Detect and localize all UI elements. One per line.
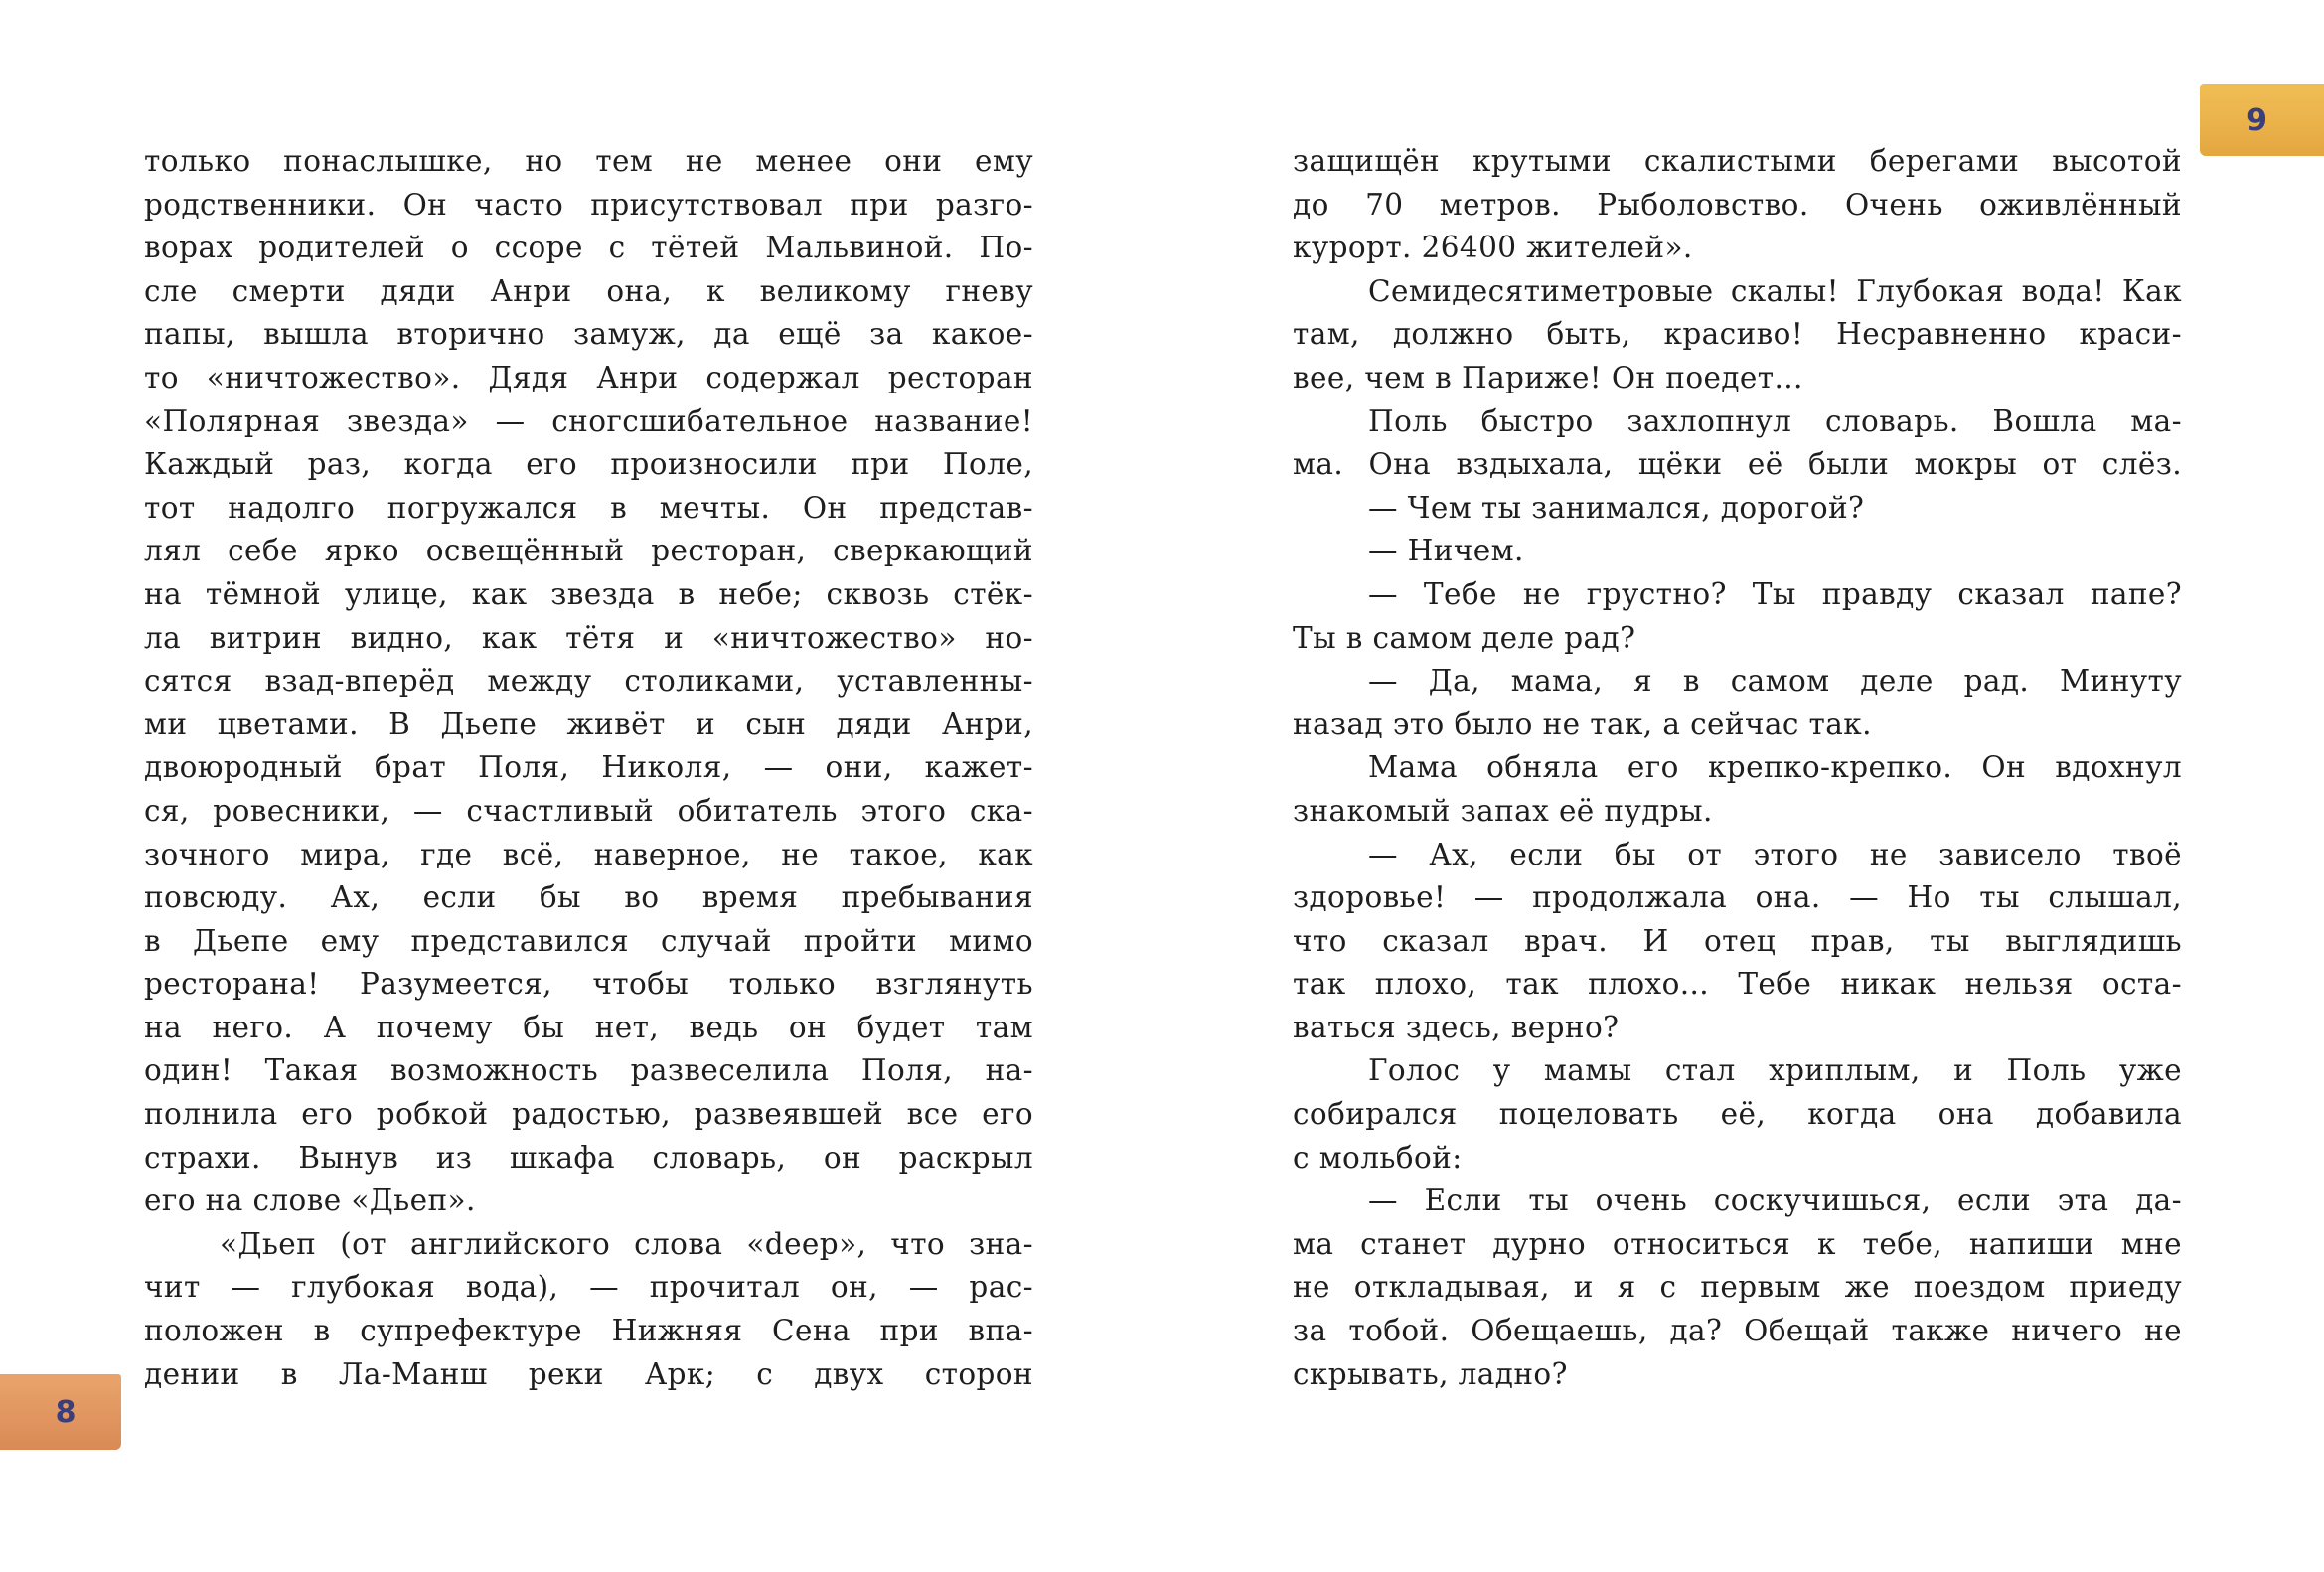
text-line: защищён крутыми скалистыми берегами высотой — [1293, 144, 2182, 178]
text-line: положен в супрефектуре Нижняя Сена при впа- — [144, 1314, 1033, 1348]
page-number-tab-right — [2200, 84, 2324, 156]
text-line: в Дьепе ему представился случай пройти мимо — [144, 923, 1033, 958]
text-line: Каждый раз, когда его произносили при Поле, — [144, 447, 1033, 482]
text-line: только понаслышке, но тем не менее они ему — [144, 144, 1033, 178]
text-line: один! Такая возможность развеселила Поля, на- — [144, 1053, 1033, 1088]
text-line: то «ничтожество». Дядя Анри содержал ресторан — [144, 360, 1033, 394]
text-line: Поль быстро захлопнул словарь. Вошла ма- — [1368, 403, 2182, 438]
text-line: «Полярная звезда» — сногсшибательное название! — [144, 403, 1033, 438]
text-line: собирался поцеловать её, когда она добавила — [1293, 1097, 2182, 1132]
text-line: сле смерти дяди Анри она, к великому гневу — [144, 273, 1033, 308]
text-line: назад это было не так, а сейчас так. — [1293, 707, 1872, 741]
text-line: — Ах, если бы от этого не зависело твоё — [1368, 837, 2182, 871]
text-line: до 70 метров. Рыболовство. Очень оживлённый — [1293, 187, 2182, 222]
right-page-text — [1293, 140, 2182, 1396]
text-line: — Ничем. — [1368, 534, 1524, 568]
page-number: 8 — [55, 1394, 77, 1430]
text-line: ми цветами. В Дьепе живёт и сын дяди Анри, — [144, 707, 1033, 741]
text-line: так плохо, так плохо... Тебе никак нельзя оста- — [1293, 967, 2182, 1002]
page-number: 9 — [2247, 102, 2267, 138]
text-line: ма станет дурно относиться к тебе, напиши мне — [1293, 1226, 2182, 1261]
text-line: — Тебе не грустно? Ты правду сказал папе? — [1368, 576, 2182, 611]
text-line: здоровье! — продолжала она. — Но ты слышал, — [1293, 880, 2182, 915]
text-line: его на слове «Дьеп». — [144, 1183, 476, 1218]
text-line: там, должно быть, красиво! Несравненно краси- — [1293, 317, 2182, 352]
text-line: дении в Ла-Манш реки Арк; с двух сторон — [144, 1356, 1033, 1391]
text-line: тот надолго погружался в мечты. Он представ- — [144, 490, 1033, 525]
text-line: «Дьеп (от английского слова «deep», что зна- — [220, 1226, 1033, 1261]
text-line: на него. А почему бы нет, ведь он будет там — [144, 1010, 1033, 1044]
text-line: — Если ты очень соскучишься, если эта да- — [1368, 1183, 2182, 1218]
text-line: не откладывая, и я с первым же поездом приеду — [1293, 1270, 2182, 1305]
text-line: сятся взад-вперёд между столиками, уставленны- — [144, 664, 1033, 699]
text-line: Ты в самом деле рад? — [1293, 620, 1636, 655]
text-line: ла витрин видно, как тётя и «ничтожество» но- — [144, 620, 1033, 655]
text-line: ресторана! Разумеется, чтобы только взглянуть — [144, 967, 1033, 1002]
text-line: ворах родителей о ссоре с тётей Мальвиной. По- — [144, 231, 1033, 265]
right-page — [1162, 0, 2324, 1572]
text-line: знакомый запах её пудры. — [1293, 793, 1713, 828]
text-line: вее, чем в Париже! Он поедет... — [1293, 360, 1803, 394]
text-line: скрывать, ладно? — [1293, 1356, 1568, 1391]
text-line: чит — глубокая вода), — прочитал он, — рас- — [144, 1270, 1033, 1305]
text-line: за тобой. Обещаешь, да? Обещай также ничего не — [1293, 1314, 2182, 1348]
text-line: лял себе ярко освещённый ресторан, сверкающий — [144, 534, 1033, 568]
text-line: полнила его робкой радостью, развеявшей все его — [144, 1097, 1033, 1132]
text-line: ся, ровесники, — счастливый обитатель этого ска- — [144, 793, 1033, 828]
text-line: Мама обняла его крепко-крепко. Он вдохнул — [1368, 750, 2182, 785]
text-line: ваться здесь, верно? — [1293, 1010, 1620, 1044]
text-line: — Да, мама, я в самом деле рад. Минуту — [1368, 664, 2182, 699]
text-line: Семидесятиметровые скалы! Глубокая вода! Как — [1368, 273, 2182, 308]
text-line: с мольбой: — [1293, 1140, 1463, 1175]
text-line: двоюродный брат Поля, Николя, — они, кажет- — [144, 750, 1033, 785]
text-line: повсюду. Ах, если бы во время пребывания — [144, 880, 1033, 915]
text-line: — Чем ты занимался, дорогой? — [1368, 490, 1865, 525]
page-number-tab-left — [0, 1374, 121, 1450]
text-line: родственники. Он часто присутствовал при разго- — [144, 187, 1033, 222]
text-line: что сказал врач. И отец прав, ты выглядишь — [1293, 923, 2182, 958]
text-line: страхи. Вынув из шкафа словарь, он раскрыл — [144, 1140, 1033, 1175]
text-line: зочного мира, где всё, наверное, не такое, как — [144, 837, 1033, 871]
text-line: Голос у мамы стал хриплым, и Поль уже — [1368, 1053, 2182, 1088]
left-page-text — [144, 140, 1033, 1396]
text-line: ма. Она вздыхала, щёки её были мокры от слёз. — [1293, 447, 2182, 482]
text-line: курорт. 26400 жителей». — [1293, 231, 1693, 265]
text-line: папы, вышла вторично замуж, да ещё за какое- — [144, 317, 1033, 352]
text-line: на тёмной улице, как звезда в небе; сквозь стёк- — [144, 576, 1033, 611]
